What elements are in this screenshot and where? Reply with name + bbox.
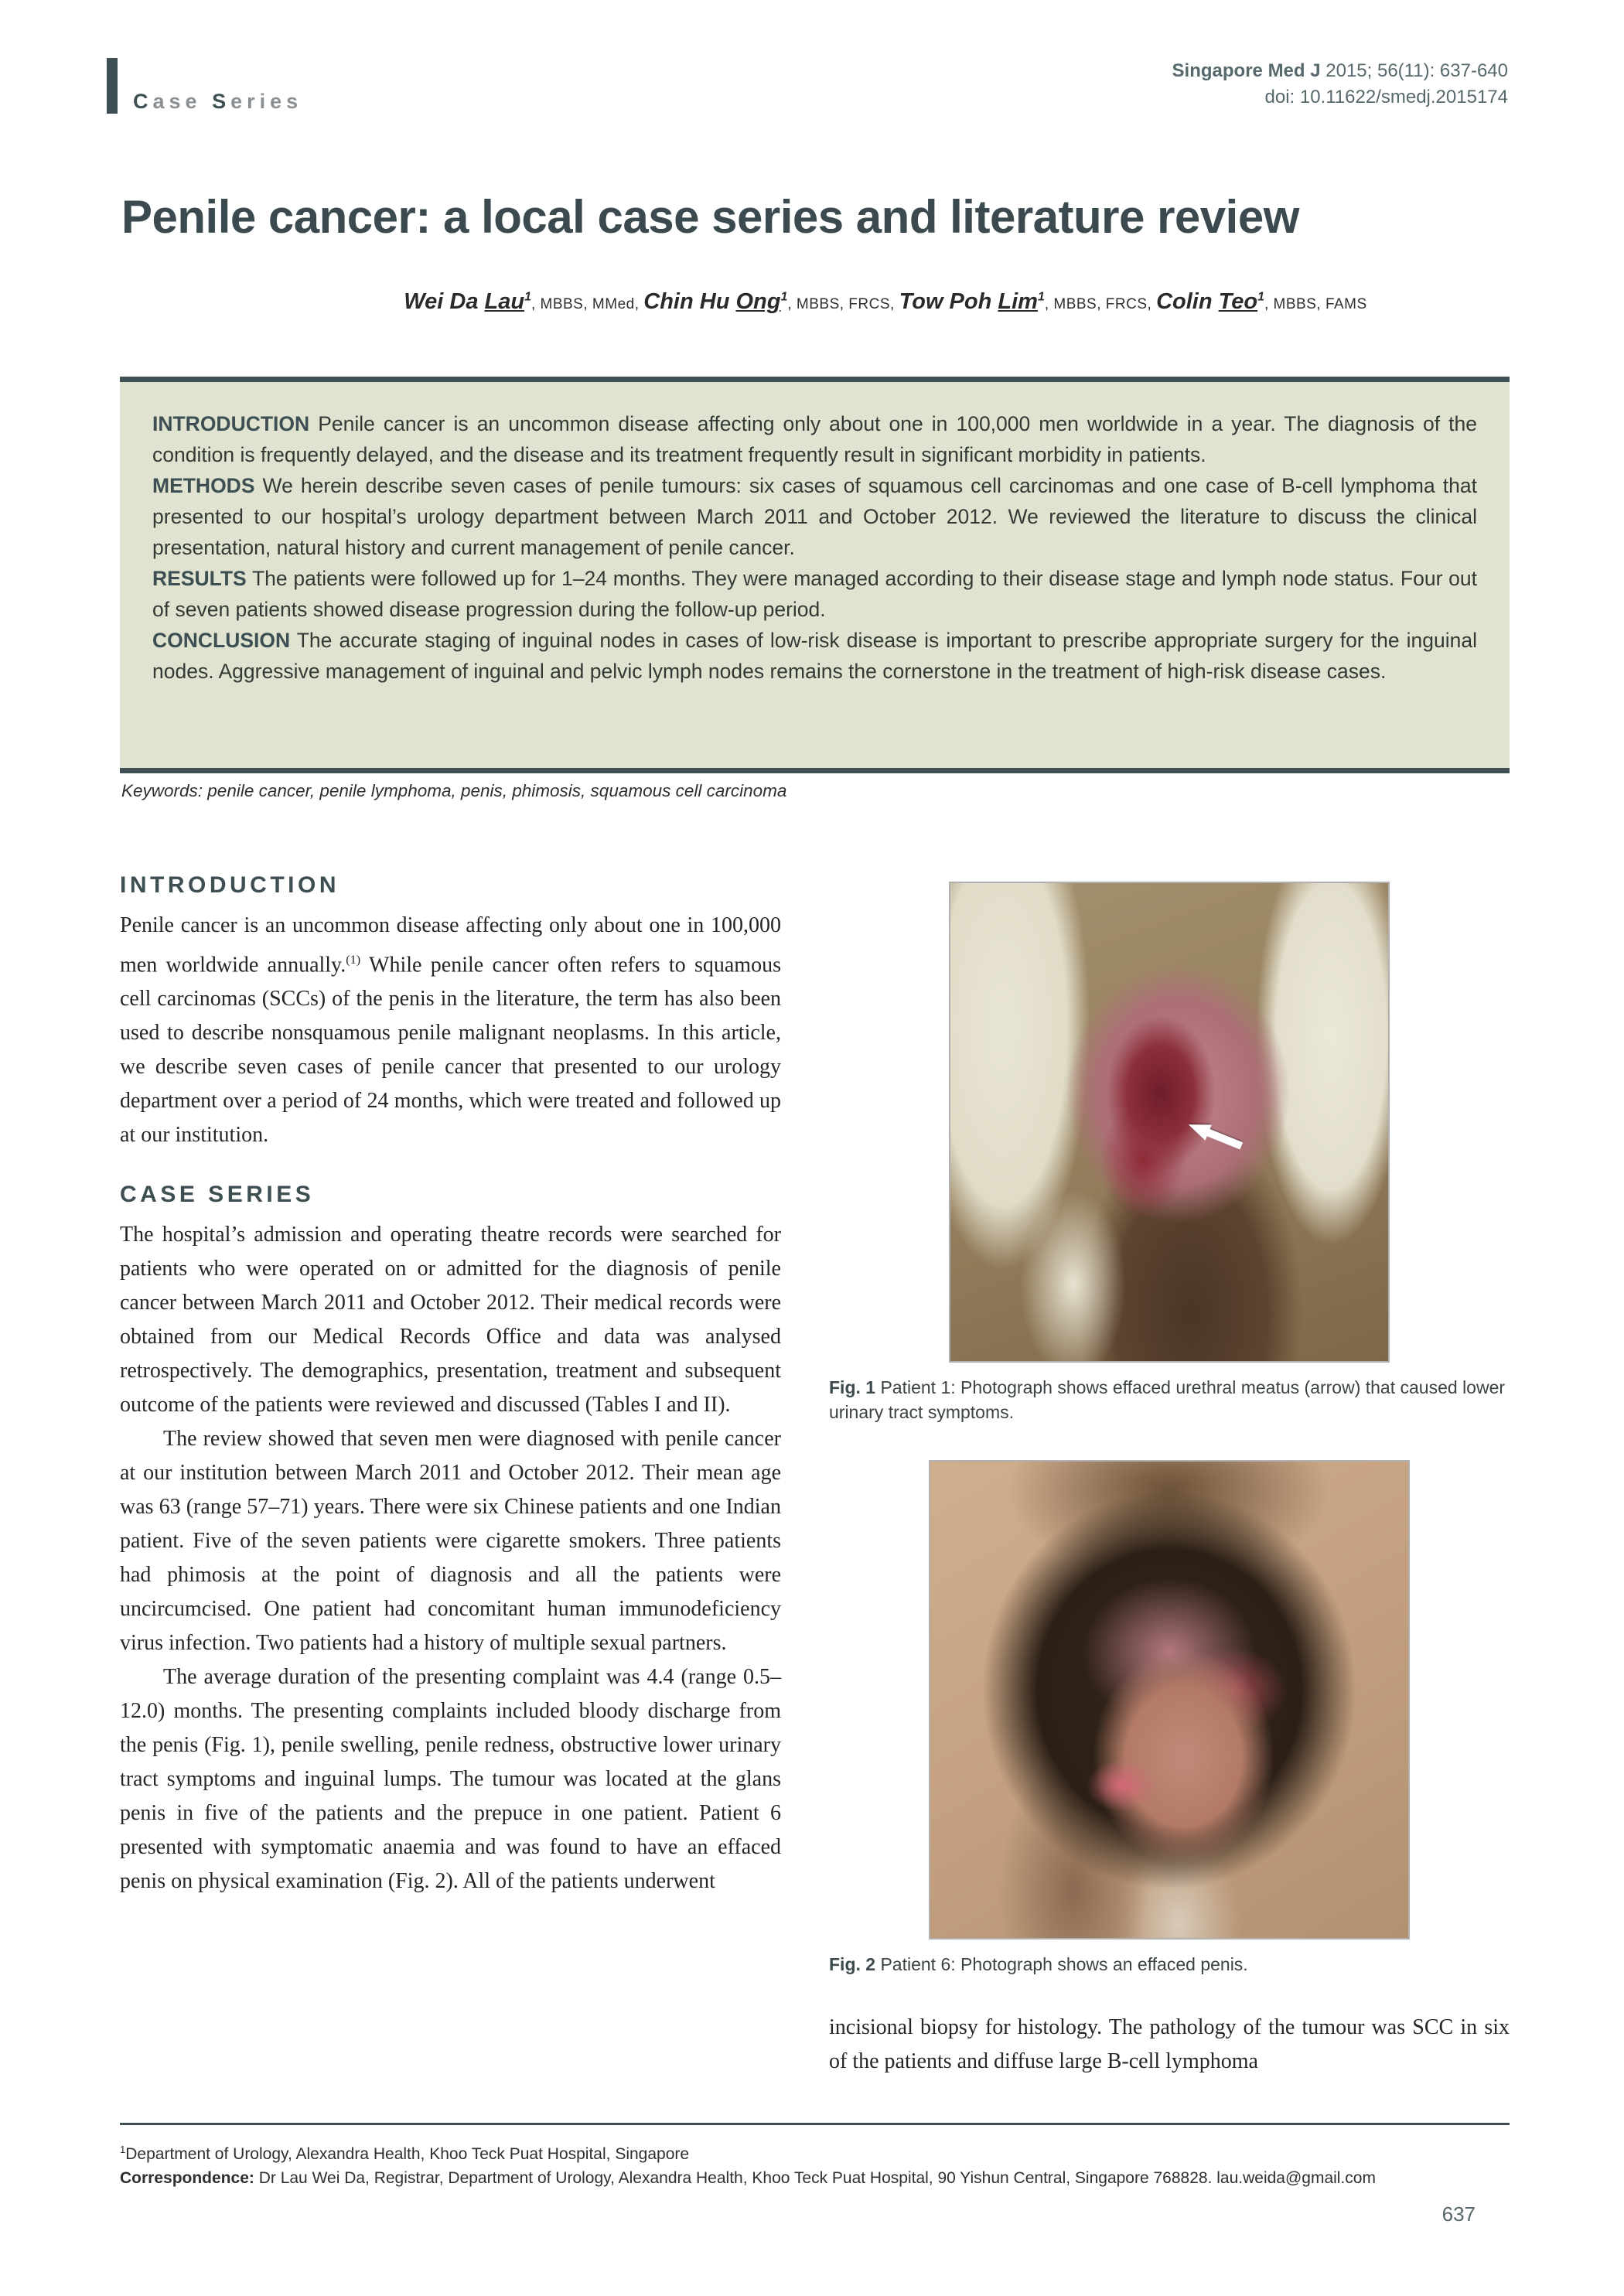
introduction-heading: INTRODUCTION xyxy=(120,872,339,898)
author-name xyxy=(1156,289,1264,314)
author-qualifications: , MBBS, MMed, xyxy=(531,296,644,312)
fig2-caption xyxy=(829,1952,1510,1977)
affiliation-text: Department of Urology, Alexandra Health, Khoo Teck Puat Hospital, Singapore xyxy=(125,2145,690,2163)
fig1-caption-text: Patient 1: Photograph shows effaced urethral meatus (arrow) that caused lower urinary tract symptoms. xyxy=(829,1377,1506,1422)
author-name xyxy=(899,289,1045,314)
paragraph-text: While penile cancer often refers to squamous cell carcinomas (SCCs) of the penis in the literature, the term has also been used to describe nonsquamous penile malignant neoplasms. In this article, we describe seven cases of penile cancer that presented to our urology department over a period of 24 months, which were treated and followed up at our institution. xyxy=(120,953,781,1148)
abstract-conclusion xyxy=(152,625,1477,687)
body-columns xyxy=(120,872,1510,2079)
section-label-text: eries xyxy=(230,90,303,113)
author-given: Wei Da xyxy=(404,289,485,314)
affiliation-line xyxy=(120,2137,1510,2166)
affiliation-mark: 1 xyxy=(120,2144,126,2155)
author-affiliation-mark: 1 xyxy=(1037,290,1045,304)
author-name xyxy=(404,289,531,314)
journal-citation xyxy=(1172,58,1508,84)
continuation-paragraph: incisional biopsy for histology. The pathology of the tumour was SCC in six of the patients and diffuse large B-cell lymphoma xyxy=(829,2015,1510,2073)
journal-reference xyxy=(1172,58,1508,111)
introduction-paragraph xyxy=(120,909,781,1152)
section-label-text: ase xyxy=(152,90,213,113)
abstract-section-text: The accurate staging of inguinal nodes in cases of low-risk disease is important to prescribe appropriate surgery for the inguinal nodes. Aggressive management of inguinal and pelvic lymph nodes remains the cornerstone in the treatment of high-risk disease cases. xyxy=(152,629,1477,683)
correspondence-label: Correspondence: xyxy=(120,2169,254,2187)
fig2-photo xyxy=(929,1460,1410,1939)
author-surname: Ong xyxy=(735,289,781,314)
figure-2 xyxy=(829,1460,1510,1977)
author-surname: Teo xyxy=(1218,289,1258,314)
correspondence-text: Dr Lau Wei Da, Registrar, Department of Urology, Alexandra Health, Khoo Teck Puat Hospital, 90 Yishun Central, Singapore 768828. lau.weida@gmail.com xyxy=(254,2169,1376,2187)
annotation-arrow-icon xyxy=(1186,1117,1245,1154)
authors-line xyxy=(302,288,1469,317)
case-series-paragraph: The hospital’s admission and operating theatre records were searched for patients who were operated on or admitted for the diagnosis of penile cancer between March 2011 and October 2012. Their medical records were obtained from our Medical Records Office and data was analysed retrospectively. The demographics, presentation, treatment and subsequent outcome of the patients were reviewed and discussed (Tables I and II). xyxy=(120,1223,781,1418)
doi-line: doi: 10.11622/smedj.2015174 xyxy=(1264,87,1508,107)
page-title: Penile cancer: a local case series and literature review xyxy=(121,191,1299,243)
case-series-heading: CASE SERIES xyxy=(120,1182,315,1208)
reference-mark: (1) xyxy=(346,953,361,967)
paragraph-text: Penile cancer is an uncommon disease affecting only about one in 100,000 men worldwide annually. xyxy=(120,913,781,977)
author-surname: Lau xyxy=(484,289,525,314)
arrow-head xyxy=(1186,1117,1212,1141)
abstract-section-text: The patients were followed up for 1–24 months. They were managed according to their disease stage and lymph node status. Four out of seven patients showed disease progression during the follow-up period. xyxy=(152,567,1477,621)
left-column xyxy=(120,872,781,2079)
page-footer xyxy=(120,2123,1510,2190)
correspondence-line xyxy=(120,2166,1510,2190)
author-given: Colin xyxy=(1156,289,1219,314)
abstract-section-label: METHODS xyxy=(152,474,255,497)
section-label-text: S xyxy=(212,90,231,113)
author-qualifications: , MBBS, FAMS xyxy=(1264,296,1367,312)
arrow-shaft xyxy=(1207,1129,1243,1150)
author-qualifications: , MBBS, FRCS, xyxy=(1044,296,1157,312)
section-label xyxy=(107,58,302,114)
abstract-section-text: Penile cancer is an uncommon disease affecting only about one in 100,000 men worldwide in a year. The diagnosis of the condition is frequently delayed, and the disease and its treatment frequently result in significant morbidity in patients. xyxy=(152,412,1477,466)
fig1-caption xyxy=(829,1375,1510,1424)
fig2-label: Fig. 2 xyxy=(829,1954,876,1974)
right-column xyxy=(829,872,1510,2079)
abstract-box xyxy=(120,377,1510,773)
journal-name: Singapore Med J xyxy=(1172,60,1321,81)
abstract-introduction xyxy=(152,408,1477,470)
author-given: Tow Poh xyxy=(899,289,998,314)
author-affiliation-mark: 1 xyxy=(524,290,531,304)
page-number: 637 xyxy=(1441,2202,1476,2226)
fig1-label: Fig. 1 xyxy=(829,1377,876,1397)
abstract-section-label: INTRODUCTION xyxy=(152,412,310,435)
author-given: Chin Hu xyxy=(643,289,736,314)
abstract-section-text: We herein describe seven cases of penile tumours: six cases of squamous cell carcinomas and one case of B-cell lymphoma that presented to our hospital’s urology department between March 2011 and October 2012. We reviewed the literature to discuss the clinical presentation, natural history and current management of penile cancer. xyxy=(152,474,1477,559)
figure-1 xyxy=(829,882,1510,1424)
abstract-section-label: CONCLUSION xyxy=(152,629,291,652)
author-qualifications: , MBBS, FRCS, xyxy=(787,296,899,312)
abstract-results xyxy=(152,563,1477,625)
journal-issue: 2015; 56(11): 637-640 xyxy=(1320,60,1508,81)
abstract-methods xyxy=(152,470,1477,563)
page-header xyxy=(107,58,1508,114)
keywords-line: Keywords: penile cancer, penile lymphoma, penis, phimosis, squamous cell carcinoma xyxy=(121,781,787,800)
author-surname: Lim xyxy=(998,289,1038,314)
case-series-paragraph: The average duration of the presenting complaint was 4.4 (range 0.5–12.0) months. The presenting complaints included bloody discharge from the penis (Fig. 1), penile swelling, penile redness, obstructive lower urinary tract symptoms and inguinal lumps. The tumour was located at the glans penis in five of the patients and the prepuce in one patient. Patient 6 presented with symptomatic anaemia and was found to have an effaced penis on physical examination (Fig. 2). All of the patients underwent xyxy=(120,1665,781,1894)
section-label-text: C xyxy=(133,90,153,113)
author-name xyxy=(643,289,787,314)
author-affiliation-mark: 1 xyxy=(780,290,788,304)
author-affiliation-mark: 1 xyxy=(1257,290,1264,304)
fig1-photo xyxy=(949,882,1390,1363)
abstract-section-label: RESULTS xyxy=(152,567,247,590)
fig2-caption-text: Patient 6: Photograph shows an effaced penis. xyxy=(875,1954,1248,1974)
case-series-paragraph: The review showed that seven men were diagnosed with penile cancer at our institution between March 2011 and October 2012. Their mean age was 63 (range 57–71) years. There were six Chinese patients and one Indian patient. Five of the seven patients were cigarette smokers. Three patients had phimosis at the point of diagnosis and all the patients were uncircumcised. One patient had concomitant human immunodeficiency virus infection. Two patients had a history of multiple sexual partners. xyxy=(120,1427,781,1656)
